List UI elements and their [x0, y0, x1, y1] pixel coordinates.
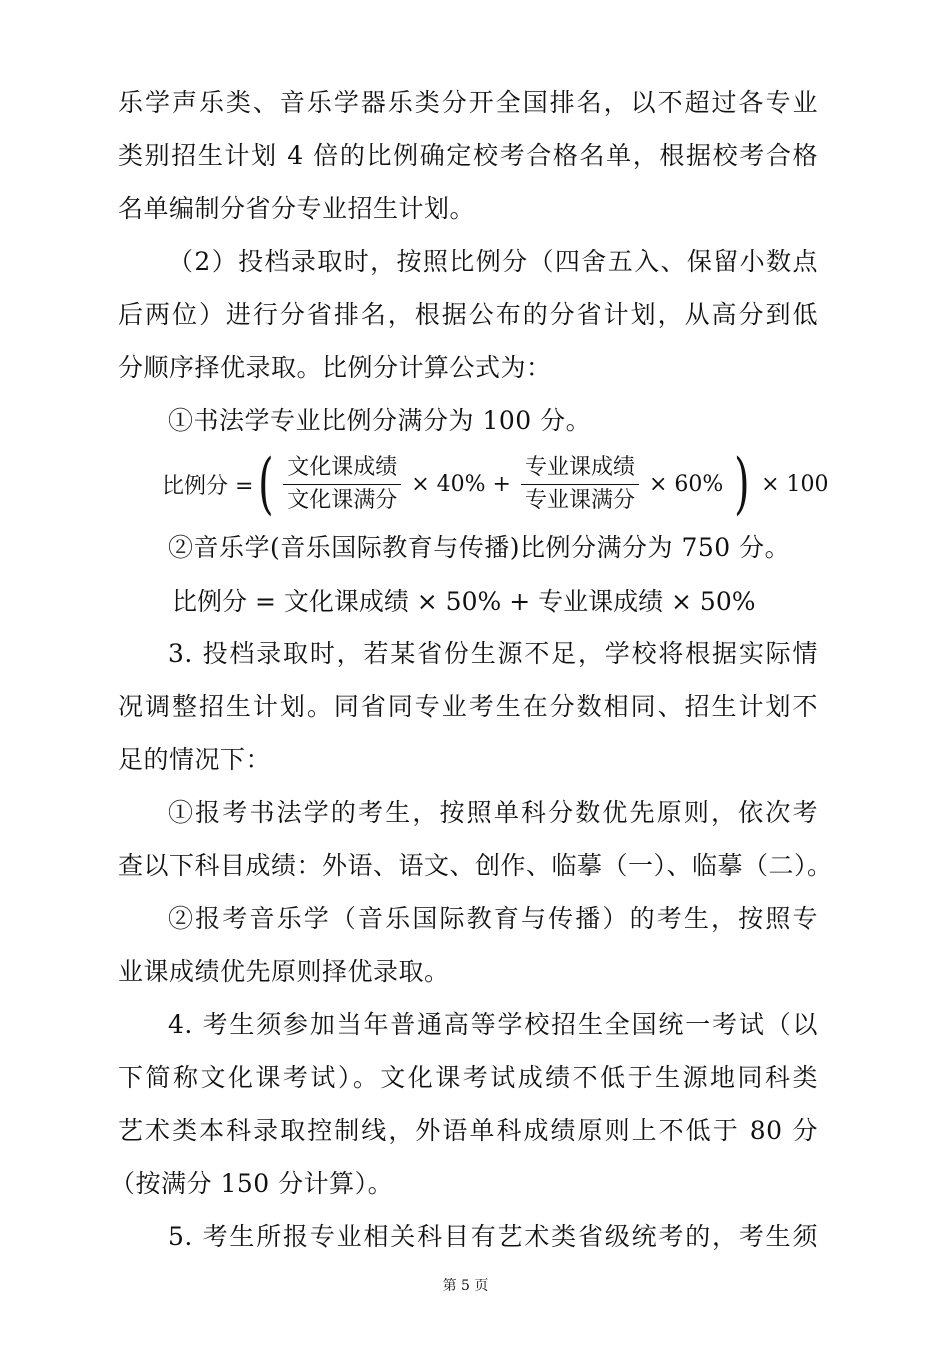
page-number: 第 5 页 — [442, 1278, 489, 1294]
text-line: 类别招生计划 4 倍的比例确定校考合格名单，根据校考合格 — [118, 141, 818, 170]
formula-tail: × 100 — [761, 471, 829, 497]
text-line: 分顺序择优录取。比例分计算公式为： — [118, 353, 552, 382]
text-line: ①报考书法学的考生，按照单科分数优先原则，依次考 — [168, 798, 818, 827]
text-line: 业课成绩优先原则择优录取。 — [118, 957, 450, 986]
formula-calligraphy — [162, 445, 829, 522]
fraction-numerator: 文化课成绩 — [283, 455, 401, 485]
text-line: ②音乐学(音乐国际教育与传播)比例分满分为 750 分。 — [168, 533, 791, 562]
text-line: 查以下科目成绩：外语、语文、创作、临摹（一）、临摹（二）。 — [118, 851, 833, 880]
text-line: 后两位）进行分省排名，根据公布的分省计划，从高分到低 — [118, 300, 818, 329]
formula-lhs: 比例分 = — [162, 473, 254, 499]
text-line: ②报考音乐学（音乐国际教育与传播）的考生，按照专 — [168, 904, 818, 933]
formula-weight: × 40% + — [411, 471, 511, 497]
text-line: 乐学声乐类、音乐学器乐类分开全国排名，以不超过各专业 — [118, 88, 818, 117]
text-line: 下简称文化课考试）。文化课考试成绩不低于生源地同科类 — [118, 1063, 818, 1092]
text-line: （按满分 150 分计算）。 — [110, 1169, 394, 1198]
text-line: 足的情况下： — [118, 745, 272, 774]
fraction-denominator: 专业课满分 — [524, 487, 635, 513]
text-line: 5. 考生所报专业相关科目有艺术类省级统考的，考生须 — [168, 1222, 818, 1251]
fraction-denominator: 文化课满分 — [287, 487, 398, 513]
text-line: 艺术类本科录取控制线，外语单科成绩原则上不低于 80 分 — [118, 1116, 818, 1145]
text-line: ①书法学专业比例分满分为 100 分。 — [168, 406, 592, 435]
text-line: （2）投档录取时，按照比例分（四舍五入、保留小数点 — [168, 247, 818, 276]
text-line: 4. 考生须参加当年普通高等学校招生全国统一考试（以 — [168, 1010, 818, 1039]
fraction-major — [521, 455, 639, 514]
fraction-numerator: 专业课成绩 — [521, 455, 639, 485]
text-line: 况调整招生计划。同省同专业考生在分数相同、招生计划不 — [118, 692, 818, 721]
text-line: 名单编制分省分专业招生计划。 — [118, 194, 476, 223]
fraction-culture — [283, 455, 401, 514]
formula-music: 比例分 = 文化课成绩 × 50% + 专业课成绩 × 50% — [172, 587, 756, 616]
text-line: 3. 投档录取时，若某省份生源不足，学校将根据实际情 — [168, 639, 818, 668]
right-paren: ) — [734, 445, 750, 522]
left-paren: ( — [258, 445, 275, 522]
formula-weight: × 60% — [648, 471, 724, 497]
